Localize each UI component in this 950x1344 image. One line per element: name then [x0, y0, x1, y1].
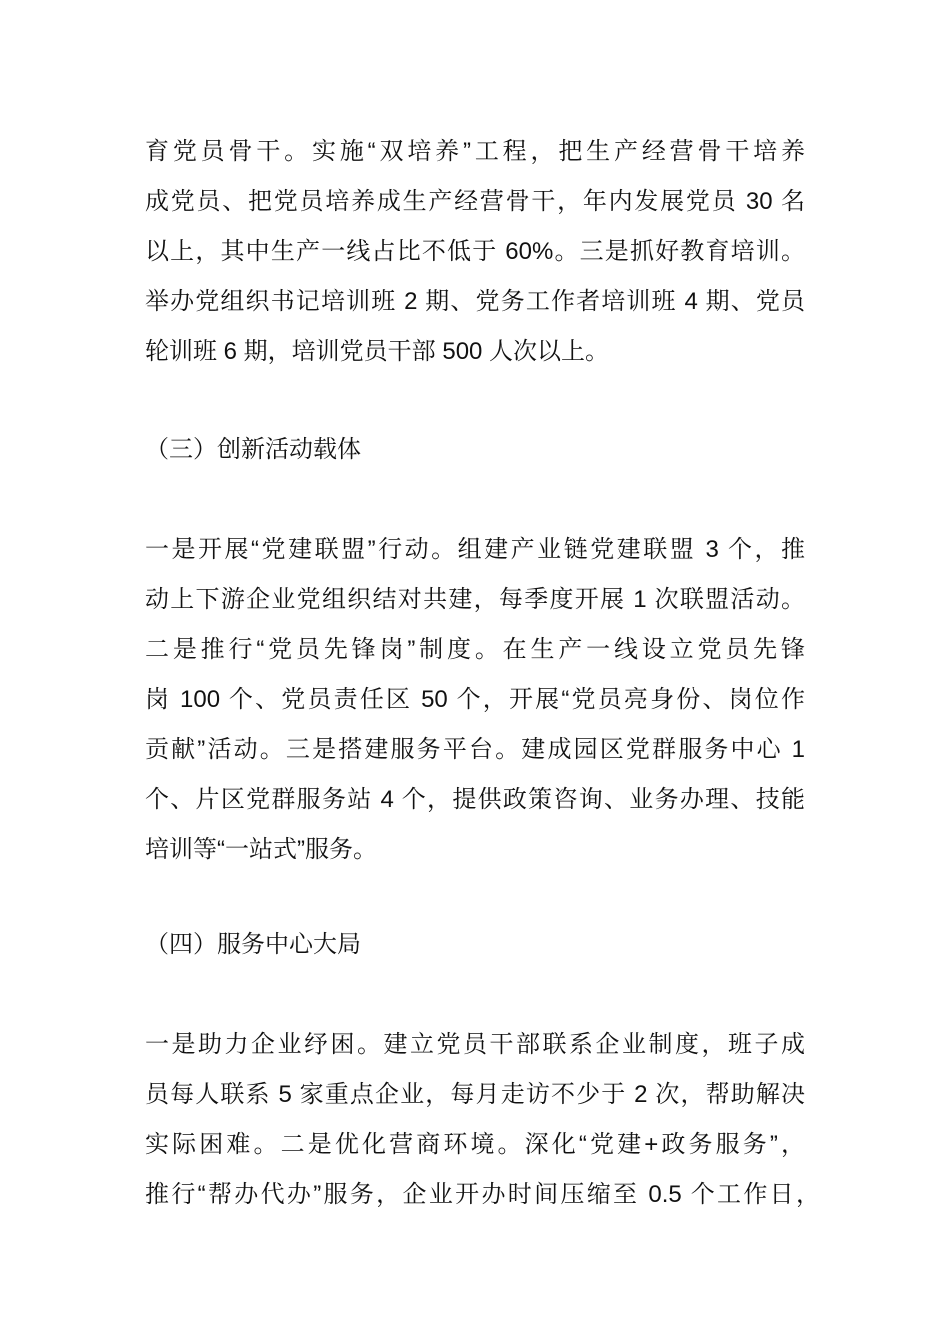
- text-line: 动上下游企业党组织结对共建，每季度开展 1 次联盟活动。: [145, 586, 805, 613]
- text-line: 岗 100 个、党员责任区 50 个，开展“党员亮身份、岗位作: [145, 686, 805, 713]
- text-line: 一是助力企业纾困。建立党员干部联系企业制度，班子成: [145, 1031, 805, 1058]
- section-heading-3: （三）创新活动载体: [145, 436, 361, 463]
- text-line: 育党员骨干。实施“双培养”工程，把生产经营骨干培养: [145, 138, 805, 165]
- text-line: 一是开展“党建联盟”行动。组建产业链党建联盟 3 个，推: [145, 536, 805, 563]
- text-line: 举办党组织书记培训班 2 期、党务工作者培训班 4 期、党员: [145, 288, 805, 315]
- text-line: 二是推行“党员先锋岗”制度。在生产一线设立党员先锋: [145, 636, 805, 663]
- text-line: 个、片区党群服务站 4 个，提供政策咨询、业务办理、技能: [145, 786, 805, 813]
- text-line: 以上，其中生产一线占比不低于 60%。三是抓好教育培训。: [145, 238, 805, 265]
- text-line: 贡献”活动。三是搭建服务平台。建成园区党群服务中心 1: [145, 736, 805, 763]
- text-line: 成党员、把党员培养成生产经营骨干，年内发展党员 30 名: [145, 188, 805, 215]
- text-line: 培训等“一站式”服务。: [145, 836, 377, 863]
- text-line: 实际困难。二是优化营商环境。深化“党建+政务服务”，: [145, 1131, 805, 1158]
- section-heading-4: （四）服务中心大局: [145, 931, 361, 958]
- text-line: 员每人联系 5 家重点企业，每月走访不少于 2 次，帮助解决: [145, 1081, 805, 1108]
- text-line: 推行“帮办代办”服务，企业开办时间压缩至 0.5 个工作日，: [145, 1181, 820, 1208]
- text-line: 轮训班 6 期，培训党员干部 500 人次以上。: [145, 338, 610, 365]
